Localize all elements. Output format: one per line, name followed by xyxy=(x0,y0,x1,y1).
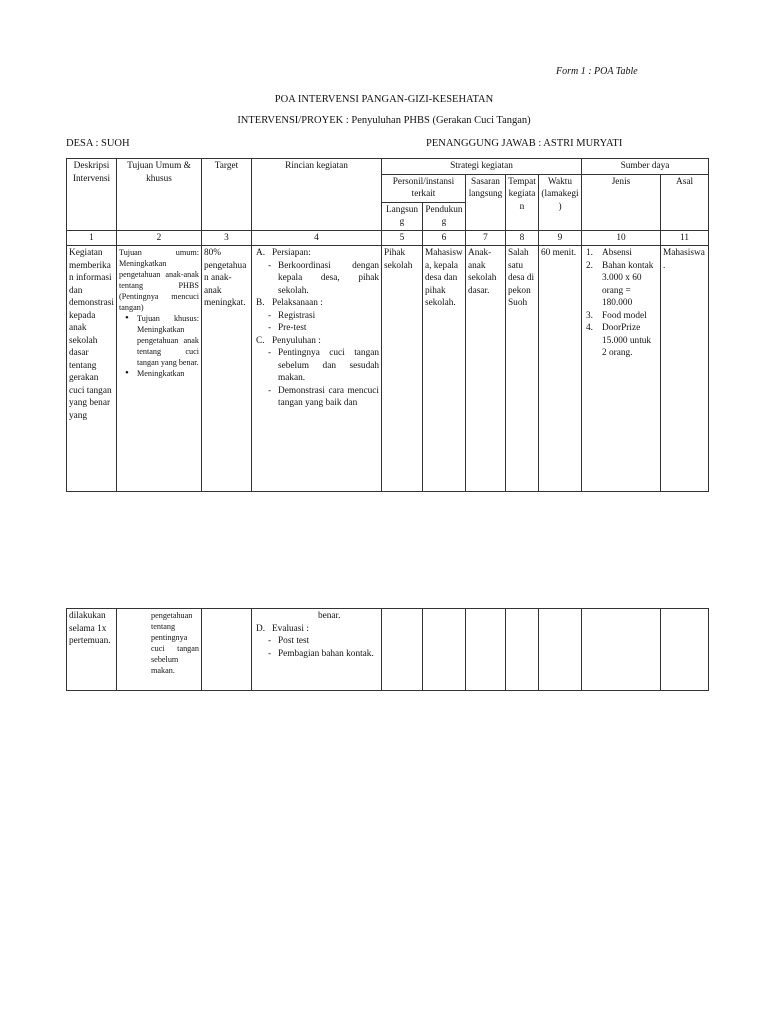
col-number: 3 xyxy=(202,230,252,246)
header-strategi: Strategi kegiatan xyxy=(382,159,582,175)
header-rincian: Rincian kegiatan xyxy=(252,159,382,231)
waktu-cell: 60 menit. xyxy=(539,246,582,492)
header-waktu: Waktu (lamakegi) xyxy=(539,174,582,230)
col-number: 7 xyxy=(466,230,506,246)
col-number: 1 xyxy=(67,230,117,246)
poa-table-page1 xyxy=(66,158,709,492)
deskripsi-cell: dilakukan selama 1x pertemuan. xyxy=(67,609,117,691)
rincian-heading: Evaluasi : xyxy=(272,623,309,634)
header-personil: Personil/instansi terkait xyxy=(382,174,466,202)
rincian-item: - Registrasi xyxy=(268,310,379,323)
poa-table-page2 xyxy=(66,608,709,691)
header-sasaran: Sasaran langsung xyxy=(466,174,506,230)
header-asal: Asal xyxy=(661,174,709,230)
rincian-cell xyxy=(252,609,382,691)
col-number: 6 xyxy=(423,230,466,246)
table-row xyxy=(67,609,709,691)
document-title: POA INTERVENSI PANGAN-GIZI-KESEHATAN xyxy=(274,94,494,105)
rincian-item: - Pembagian bahan kontak. xyxy=(268,648,379,661)
rincian-item: - Post test xyxy=(268,635,379,648)
jenis-number: 3. xyxy=(586,310,593,321)
sasaran-cell xyxy=(466,609,506,691)
asal-cell xyxy=(661,609,709,691)
rincian-item: - Berkoordinasi dengan kepala desa, pihak sekolah. xyxy=(268,260,379,298)
tujuan-cell xyxy=(117,246,202,492)
document-subtitle: INTERVENSI/PROYEK : Penyuluhan PHBS (Gerakan Cuci Tangan) xyxy=(237,115,531,126)
asal-cell: Mahasiswa. xyxy=(661,246,709,492)
tujuan-umum: Tujuan umum: Meningkatkan pengetahuan anak-anak tentang PHBS (Pentingnya mencuci tangan) xyxy=(119,248,199,312)
waktu-cell xyxy=(539,609,582,691)
rincian-heading: Penyuluhan : xyxy=(272,335,321,346)
rincian-label: C. xyxy=(256,335,265,346)
header-target: Target xyxy=(202,159,252,231)
rincian-heading: Persiapan: xyxy=(272,248,311,258)
pendukung-cell: Mahasiswa, kepala desa dan pihak sekolah. xyxy=(423,246,466,492)
langsung-cell: Pihak sekolah xyxy=(382,246,423,492)
col-number: 8 xyxy=(506,230,539,246)
jenis-number: 4. xyxy=(586,323,593,333)
rincian-label: D. xyxy=(256,623,266,634)
form-label: Form 1 : POA Table xyxy=(556,66,638,77)
tujuan-cell: pengetahuan tentang pentingnya cuci tangan sebelum makan. xyxy=(117,609,202,691)
header-pendukung: Pendukung xyxy=(423,202,466,230)
jenis-item: Bahan kontak 3.000 x 60 orang = 180.000 xyxy=(602,260,654,308)
jenis-item: DoorPrize 15.000 untuk 2 orang. xyxy=(602,323,652,358)
target-cell xyxy=(202,609,252,691)
col-number: 4 xyxy=(252,230,382,246)
header-langsung: Langsung xyxy=(382,202,423,230)
rincian-item: - Pre-test xyxy=(268,322,379,335)
tujuan-khusus-item: • Tujuan khusus: Meningkatkan pengetahuan anak tentang cuci tangan yang benar. xyxy=(125,313,199,368)
header-tempat: Tempat kegiatan xyxy=(506,174,539,230)
pendukung-cell xyxy=(423,609,466,691)
rincian-heading: Pelaksanaan : xyxy=(272,298,323,308)
tempat-cell: Salah satu desa di pekon Suoh xyxy=(506,246,539,492)
table-row xyxy=(67,246,709,492)
header-tujuan: Tujuan Umum & khusus xyxy=(117,159,202,231)
col-number: 9 xyxy=(539,230,582,246)
col-number: 10 xyxy=(582,230,661,246)
header-sumber-daya: Sumber daya xyxy=(582,159,709,175)
jenis-number: 1. xyxy=(586,248,593,258)
column-number-row xyxy=(67,230,709,246)
desa-label: DESA : SUOH xyxy=(66,138,130,149)
jenis-item: Food model xyxy=(602,310,647,321)
rincian-cell xyxy=(252,246,382,492)
jenis-cell xyxy=(582,246,661,492)
jenis-number: 2. xyxy=(586,260,593,271)
col-number: 2 xyxy=(117,230,202,246)
jenis-cell xyxy=(582,609,661,691)
tujuan-khusus-item: • Meningkatkan xyxy=(125,368,199,379)
langsung-cell xyxy=(382,609,423,691)
penanggung-jawab-label: PENANGGUNG JAWAB : ASTRI MURYATI xyxy=(426,138,623,149)
rincian-label: A. xyxy=(256,248,266,258)
rincian-item: - Pentingnya cuci tangan sebelum dan sesudah makan. xyxy=(268,347,379,385)
sasaran-cell: Anak-anak sekolah dasar. xyxy=(466,246,506,492)
jenis-item: Absensi xyxy=(602,248,632,258)
header-deskripsi: Deskripsi Intervensi xyxy=(67,159,117,231)
rincian-label: B. xyxy=(256,298,265,308)
target-cell: 80% pengetahuan anak-anak meningkat. xyxy=(202,246,252,492)
header-jenis: Jenis xyxy=(582,174,661,230)
col-number: 11 xyxy=(661,230,709,246)
rincian-item: - Demonstrasi cara mencuci tangan yang baik dan xyxy=(268,385,379,410)
rincian-item: benar. xyxy=(318,611,341,621)
deskripsi-cell: Kegiatan memberikan informasi dan demonstrasi kepada anak sekolah dasar tentang gerakan cuci tangan yang benar yang xyxy=(67,246,117,492)
col-number: 5 xyxy=(382,230,423,246)
tempat-cell xyxy=(506,609,539,691)
